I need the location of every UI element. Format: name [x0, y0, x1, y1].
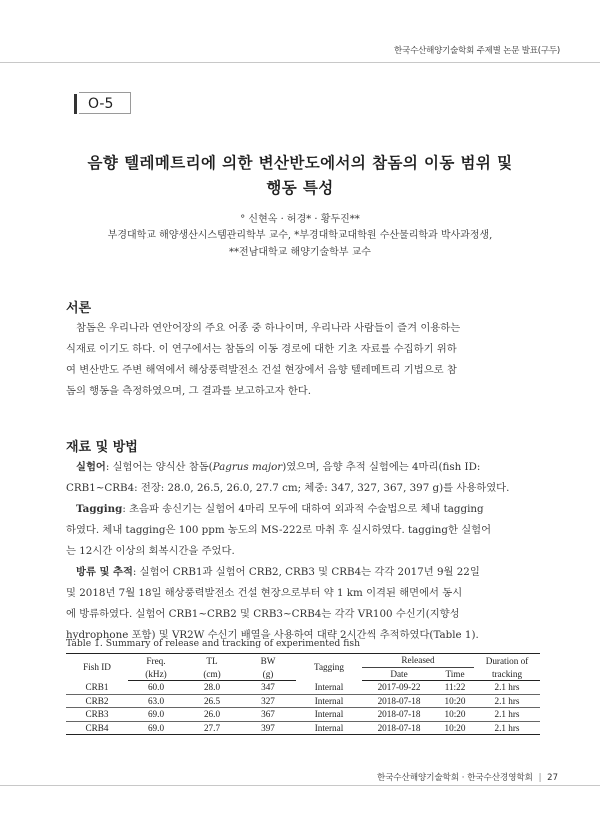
cell-time: 10:20 [436, 708, 474, 722]
intro-line: 돔의 행동을 측정하였으며, 그 결과를 보고하고자 한다. [66, 385, 312, 397]
col-duration-2: tracking [474, 667, 540, 681]
species-name: Pagrus major [212, 461, 283, 473]
paper-title-line-2: 행동 특성 [266, 178, 334, 197]
tagging-key: Tagging [76, 503, 123, 515]
col-freq: Freq. [128, 654, 184, 668]
col-time: Time [436, 667, 474, 681]
cell-bw: 347 [240, 681, 296, 695]
release-line-1 [66, 562, 540, 583]
fish-line-2: CRB1~CRB4: 전장: 28.0, 26.5, 26.0, 27.7 cm; 체중: 347, 327, 367, 397 g)를 사용하였다. [66, 482, 510, 494]
release-tracking-table [66, 653, 540, 735]
fish-key: 실험어 [76, 461, 106, 473]
author-list: ° 신현옥 · 허경* · 황두진** [240, 214, 360, 225]
footer-separator: | [538, 773, 542, 783]
cell-id: CRB2 [66, 694, 128, 708]
col-date: Date [362, 667, 436, 681]
cell-freq: 69.0 [128, 708, 184, 722]
tagging-line-2: 하였다. 체내 tagging은 100 ppm 농도의 MS-222로 마취 후 실시하였다. tagging한 실험어 [66, 524, 492, 536]
tagging-line-1 [66, 499, 540, 520]
cell-duration: 2.1 hrs [474, 708, 540, 722]
cell-date: 2017-09-22 [362, 681, 436, 695]
cell-id: CRB3 [66, 708, 128, 722]
page-number: 27 [547, 773, 558, 783]
table-caption: Table 1. Summary of release and tracking of experimented fish [66, 638, 360, 649]
header-rule [0, 62, 600, 63]
paper-id: O-5 [79, 92, 131, 114]
cell-freq: 60.0 [128, 681, 184, 695]
col-released: Released [362, 654, 474, 668]
cell-tl: 27.7 [184, 721, 240, 735]
col-tagging: Tagging [296, 654, 362, 681]
cell-duration: 2.1 hrs [474, 694, 540, 708]
col-fish-id: Fish ID [66, 654, 128, 681]
cell-tl: 26.5 [184, 694, 240, 708]
affiliations [40, 227, 560, 261]
fish-line-1 [66, 457, 540, 478]
affiliation-line-2: **전남대학교 해양기술학부 교수 [229, 247, 371, 258]
cell-duration: 2.1 hrs [474, 681, 540, 695]
table-row [66, 721, 540, 735]
fish-text-end: )였으며, 음향 추적 실험에는 4마리(fish ID: [282, 461, 481, 473]
cell-time: 10:20 [436, 721, 474, 735]
intro-line: 참돔은 우리나라 연안어장의 주요 어종 중 하나이며, 우리나라 사람들이 즐겨 이용하는 [76, 322, 461, 334]
intro-paragraph [66, 318, 540, 402]
cell-id: CRB1 [66, 681, 128, 695]
cell-tagging: Internal [296, 721, 362, 735]
page-footer [377, 771, 558, 783]
methods-paragraph [66, 457, 540, 646]
paper-title [70, 150, 530, 200]
intro-line: 여 변산반도 주변 해역에서 해상풍력발전소 건설 현장에서 음향 텔레메트리 기법으로 참 [66, 364, 457, 376]
table-row [66, 681, 540, 695]
cell-date: 2018-07-18 [362, 721, 436, 735]
cell-time: 10:20 [436, 694, 474, 708]
cell-bw: 397 [240, 721, 296, 735]
cell-freq: 69.0 [128, 721, 184, 735]
col-tl: TL [184, 654, 240, 668]
fish-text: : 실험어는 양식산 참돔( [105, 461, 213, 473]
cell-tagging: Internal [296, 708, 362, 722]
col-tl-unit: (cm) [184, 667, 240, 681]
cell-tl: 28.0 [184, 681, 240, 695]
cell-date: 2018-07-18 [362, 708, 436, 722]
cell-bw: 367 [240, 708, 296, 722]
cell-date: 2018-07-18 [362, 694, 436, 708]
release-line-2: 및 2018년 7월 18일 해상풍력발전소 건설 현장으로부터 약 1 km 이격된 해면에서 동시 [66, 587, 463, 599]
paper-title-line-1: 음향 텔레메트리에 의한 변산반도에서의 참돔의 이동 범위 및 [87, 153, 513, 172]
footer-rule [0, 785, 600, 786]
col-duration: Duration of [474, 654, 540, 668]
table-row [66, 708, 540, 722]
cell-tagging: Internal [296, 681, 362, 695]
tagging-line-3: 는 12시간 이상의 회복시간을 주었다. [66, 545, 235, 557]
cell-freq: 63.0 [128, 694, 184, 708]
cell-tagging: Internal [296, 694, 362, 708]
cell-id: CRB4 [66, 721, 128, 735]
col-bw-unit: (g) [240, 667, 296, 681]
running-header: 한국수산해양기술학회 주제별 논문 발표(구두) [394, 46, 560, 56]
paper-id-bar [74, 94, 77, 114]
intro-heading: 서론 [66, 301, 92, 316]
footer-text: 한국수산해양기술학회 · 한국수산경영학회 [376, 773, 533, 783]
release-text: : 실험어 CRB1과 실험어 CRB2, CRB3 및 CRB4는 각각 2017년 9월 22일 [132, 566, 480, 578]
paper-id-tag [74, 91, 134, 117]
release-key: 방류 및 추적 [76, 566, 133, 578]
affiliation-line-1: 부경대학교 해양생산시스템관리학부 교수, *부경대학교대학원 수산물리학과 박사과정생, [107, 230, 493, 241]
cell-bw: 327 [240, 694, 296, 708]
methods-heading: 재료 및 방법 [66, 440, 138, 455]
cell-tl: 26.0 [184, 708, 240, 722]
col-freq-unit: (kHz) [128, 667, 184, 681]
tagging-text: : 초음파 송신기는 실험어 4마리 모두에 대하여 외과적 수술법으로 체내 tagging [122, 503, 484, 515]
release-line-3: 에 방류하였다. 실험어 CRB1~CRB2 및 CRB3~CRB4는 각각 VR100 수신기(지향성 [66, 608, 460, 620]
cell-time: 11:22 [436, 681, 474, 695]
release-line-4: hydrophone 포함) 및 VR2W 수신기 배열을 사용하여 대략 2시간씩 추적하였다(Table 1). [66, 629, 479, 641]
table-row [66, 694, 540, 708]
col-bw: BW [240, 654, 296, 668]
intro-line: 식재료 이기도 하다. 이 연구에서는 참돔의 이동 경로에 대한 기초 자료를 수집하기 위하 [66, 343, 457, 355]
cell-duration: 2.1 hrs [474, 721, 540, 735]
